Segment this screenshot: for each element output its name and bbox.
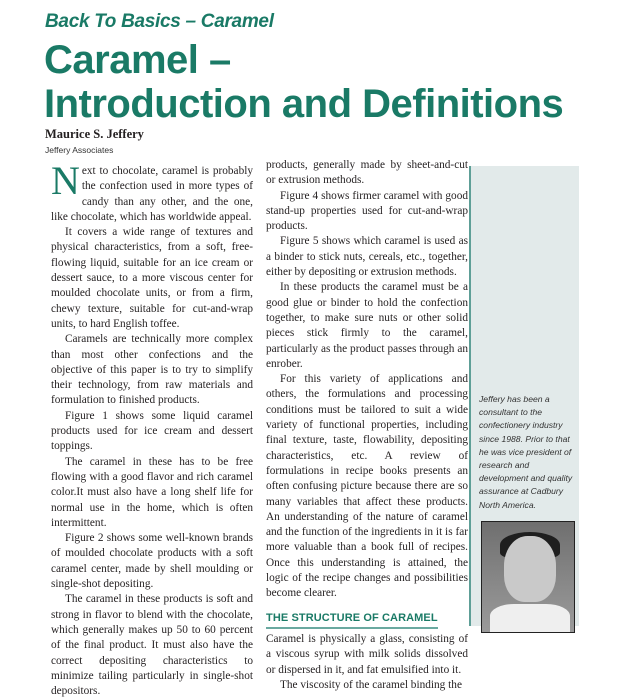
paragraph: Figure 5 shows which caramel is used as a binder to stick nuts, cereals, etc., together, either by depositing or extrusion methods. xyxy=(266,235,468,279)
article-kicker: Back To Basics – Caramel xyxy=(45,11,274,32)
paragraph: The caramel in these has to be free flowing with a good flavor and rich caramel color.It must also have a long shelf life for normal use in the home, which is often intermittent. xyxy=(51,455,253,529)
title-line-2: Introduction and Definitions xyxy=(44,82,564,126)
column-2 xyxy=(266,158,468,693)
paragraph: In these products the caramel must be a good glue or binder to hold the confection together, to make sure nuts or other solid pieces stick firmly to the caramel, particularly as the product passes through an enrober. xyxy=(266,281,468,370)
paragraph: products, generally made by sheet-and-cut or extrusion methods. xyxy=(266,159,468,187)
author-photo xyxy=(481,521,575,633)
author-name: Maurice S. Jeffery xyxy=(45,127,144,141)
column-1 xyxy=(51,158,253,699)
photo-face-shape xyxy=(504,536,556,602)
section-heading: THE STRUCTURE OF CARAMEL xyxy=(266,611,438,629)
title-line-1: Caramel – xyxy=(44,38,231,82)
drop-cap: N xyxy=(51,158,80,203)
paragraph: Caramels are technically more complex than most other confections and the objective of this paper is to try to simplify their technology, from raw materials and formulation to finished products. xyxy=(51,333,253,407)
author-sidebar xyxy=(469,166,579,626)
paragraph: It covers a wide range of textures and physical characteristics, from a soft, free-flowing liquid, suitable for an ice cream or dessert sauce, to a more viscous center for moulded chocolate units, or from a firm, chewy texture, suitable for cut-and-wrap units, to hard English toffee. xyxy=(51,226,253,330)
author-bio: Jeffery has been a consultant to the confectionery industry since 1988. Prior to that he was vice president of research and development and quality assurance at Cadbury North America. xyxy=(479,394,573,510)
paragraph: Figure 4 shows firmer caramel with good stand-up properties used for cut-and-wrap products. xyxy=(266,189,468,233)
paragraph: The caramel in these products is soft and strong in flavor to blend with the chocolate, which generally makes up 50 to 60 percent of the final product. It must also have the correct depositing characteristics to minimize tailing particularly in single-shot depositors. xyxy=(51,593,253,698)
paragraph: Figure 1 shows some liquid caramel products used for ice cream and dessert toppings. xyxy=(51,409,253,453)
author-affiliation: Jeffery Associates xyxy=(45,145,114,155)
paragraph: The viscosity of the caramel binding the xyxy=(280,678,462,691)
paragraph: Next to chocolate, caramel is probably the confection used in more types of candy than any other, and the one, like chocolate, which has worldwide appeal. xyxy=(51,158,253,223)
paragraph: Figure 2 shows some well-known brands of moulded chocolate products with a soft caramel center, made by shell moulding or single-shot depositing. xyxy=(51,532,253,591)
photo-shirt-shape xyxy=(490,604,570,633)
paragraph: Caramel is physically a glass, consisting of a viscous syrup with milk solids dissolved or dispersed in it, and fat emulsified into it. xyxy=(266,632,468,676)
paragraph: For this variety of applications and others, the formulations and processing conditions must be tailored to suit a wide variety of functional properties, including final texture, taste, flowability, depositing characteristics, etc. A review of formulations in recipe books presents an often confusing picture because there are so many variables that affect these products. An understanding of the nature of caramel and the function of the ingredients in it is far more valuable than a book full of recipes. Once this understanding is attained, the logic of the recipe changes and possibilities become clearer. xyxy=(266,373,468,600)
article-title xyxy=(44,38,563,126)
